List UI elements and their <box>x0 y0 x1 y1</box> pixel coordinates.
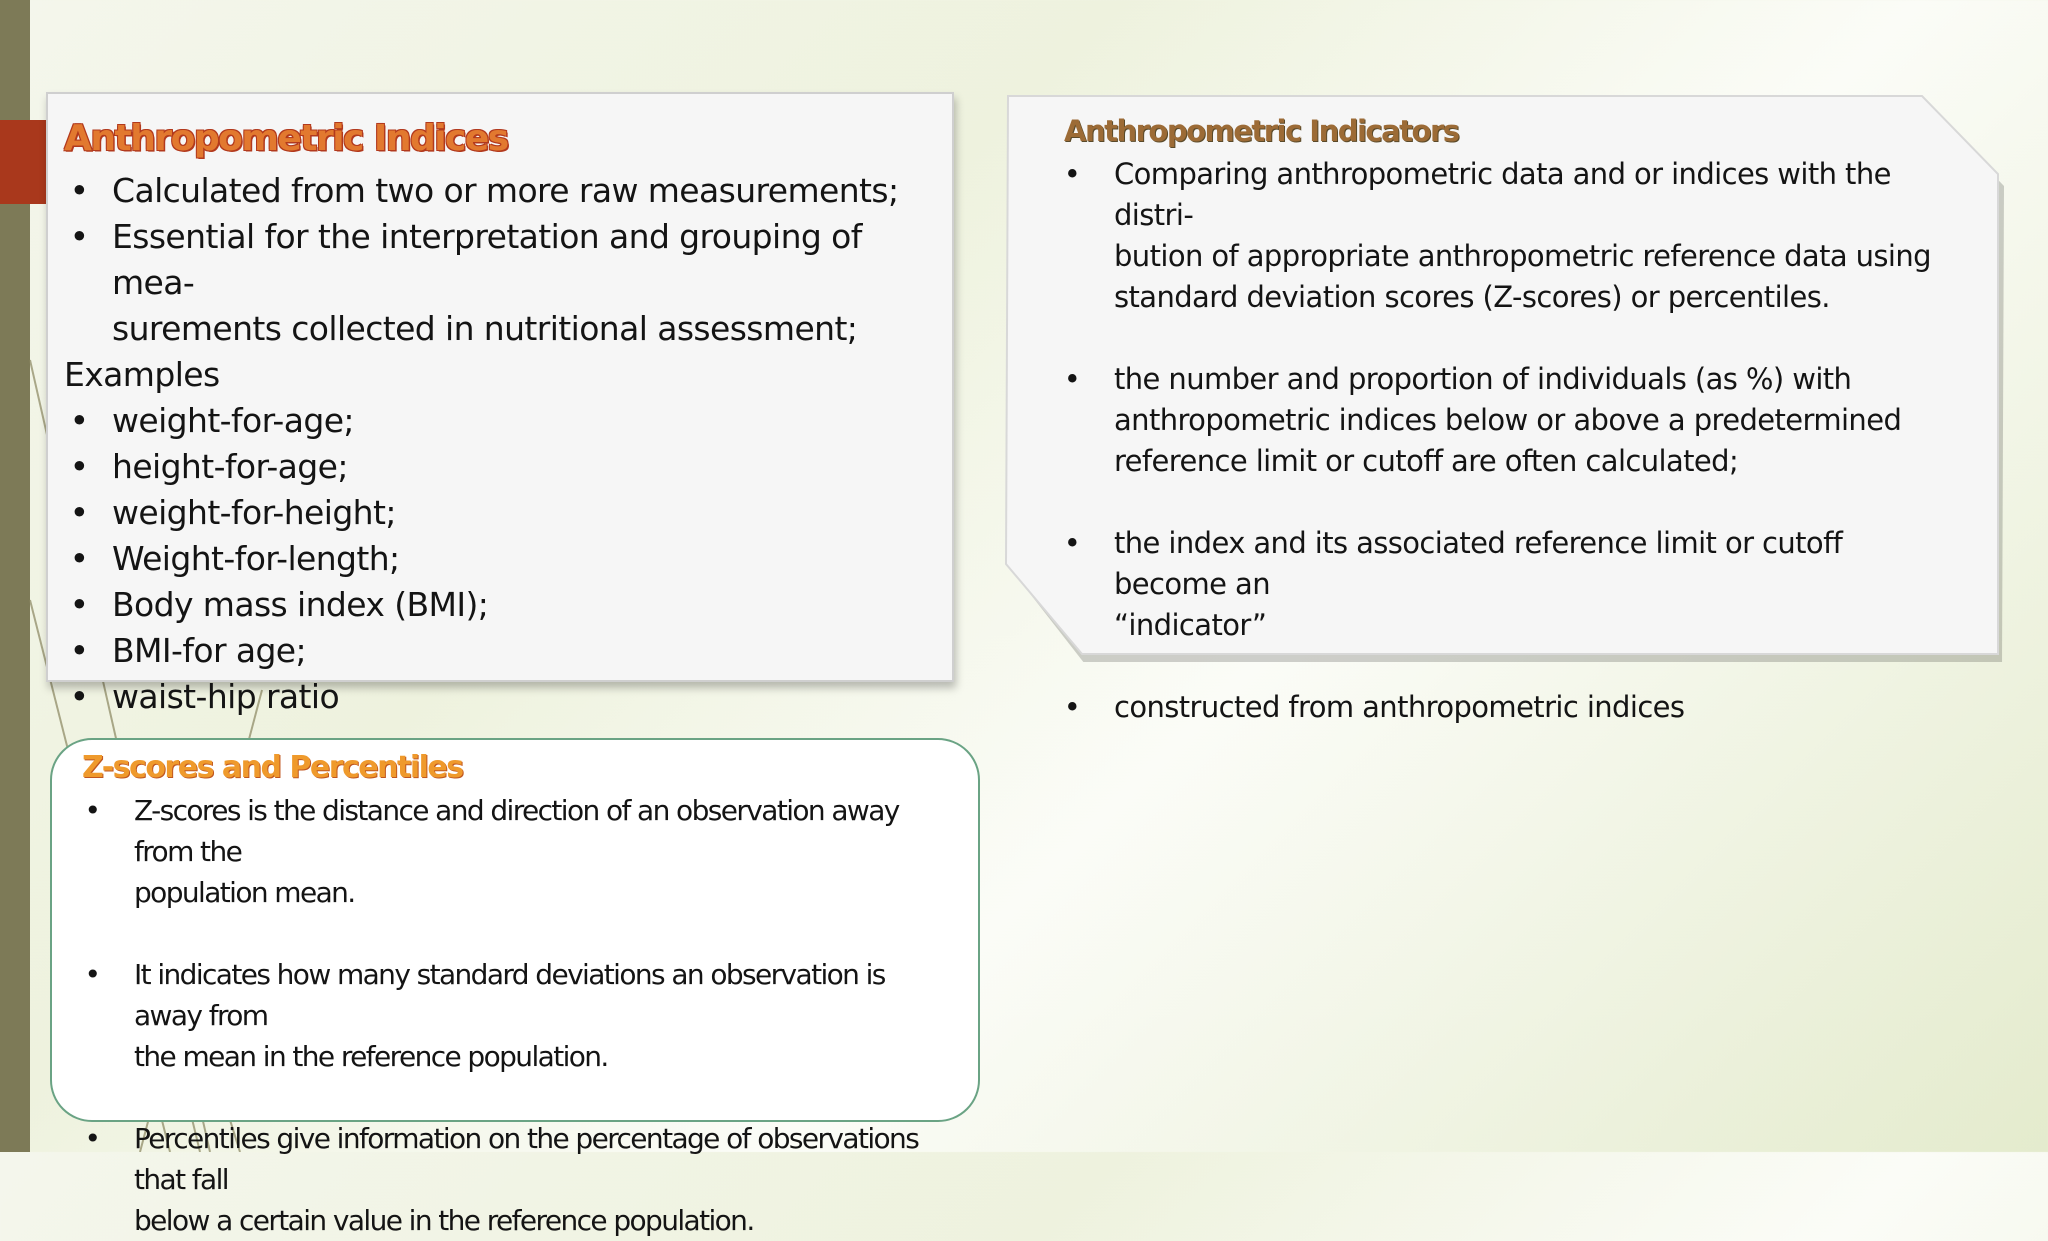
list-item-text: standard deviation scores (Z-scores) or percentiles. <box>1114 280 1830 314</box>
list-item-text: BMI-for age; <box>112 631 307 670</box>
bullet: • <box>69 631 89 670</box>
list-item <box>64 214 932 352</box>
list-item-text: It indicates how many standard deviations an observation is away from <box>134 958 885 1032</box>
list-item-text: reference limit or cutoff are often calculated; <box>1114 444 1739 478</box>
list-item-text: “indicator” <box>1114 608 1267 642</box>
list-item <box>64 168 932 214</box>
list-item-text: waist-hip ratio <box>112 677 340 716</box>
bullet: • <box>84 1122 100 1155</box>
list-item-text: Weight-for-length; <box>112 539 400 578</box>
bullet: • <box>84 958 100 991</box>
anthropometric-indicators-panel <box>1002 92 2006 724</box>
list-item-text: weight-for-height; <box>112 493 396 532</box>
list-item <box>64 536 932 582</box>
bullet: • <box>69 401 89 440</box>
bullet: • <box>1063 526 1081 560</box>
list-item-text: constructed from anthropometric indices <box>1114 690 1685 724</box>
list-item <box>64 398 932 444</box>
list-item-text: below a certain value in the reference population. <box>134 1204 754 1237</box>
list-item-text: bution of appropriate anthropometric reference data using <box>1114 239 1931 273</box>
list-item-text: surements collected in nutritional assessment; <box>112 309 858 348</box>
anthropometric-indices-panel <box>46 92 954 716</box>
list-item-text: height-for-age; <box>112 447 348 486</box>
list-item-text: anthropometric indices below or above a predetermined <box>1114 403 1902 437</box>
bullet: • <box>1063 362 1081 396</box>
list-item <box>82 954 958 1077</box>
list-item <box>64 674 932 720</box>
list-item <box>64 582 932 628</box>
bullet: • <box>1063 157 1081 191</box>
list-item-text: Comparing anthropometric data and or indices with the distri- <box>1114 157 1891 232</box>
list-item-text: Calculated from two or more raw measurements; <box>112 171 899 210</box>
bullet: • <box>84 794 100 827</box>
bullet: • <box>69 585 89 624</box>
list-item-text: Body mass index (BMI); <box>112 585 489 624</box>
list-item <box>64 444 932 490</box>
list-item-text: the index and its associated reference limit or cutoff become an <box>1114 526 1843 601</box>
examples-label: Examples <box>64 355 220 394</box>
indicators-title: Anthropometric Indicators <box>1064 114 1459 148</box>
indices-content <box>64 168 932 720</box>
indicators-content <box>1062 154 1956 728</box>
list-item <box>64 490 932 536</box>
bullet: • <box>69 447 89 486</box>
bullet: • <box>69 171 89 210</box>
bullet: • <box>69 493 89 532</box>
list-item-text: Essential for the interpretation and grouping of mea- <box>112 217 862 302</box>
list-item <box>64 628 932 674</box>
bullet: • <box>69 539 89 578</box>
list-item <box>1062 359 1956 482</box>
zscores-percentiles-panel <box>50 738 980 1237</box>
red-accent-tab <box>0 120 46 204</box>
list-item <box>82 1118 958 1241</box>
zscores-title: Z-scores and Percentiles <box>82 750 463 785</box>
list-item-text: Percentiles give information on the percentage of observations that fall <box>134 1122 919 1196</box>
list-item-text: Z-scores is the distance and direction of an observation away from the <box>134 794 899 868</box>
list-item-text: the number and proportion of individuals (as %) with <box>1114 362 1852 396</box>
list-item-text: population mean. <box>134 876 355 909</box>
bullet: • <box>69 217 89 256</box>
zscores-content <box>82 790 958 1241</box>
list-item <box>1062 687 1956 728</box>
list-item <box>1062 523 1956 646</box>
bullet: • <box>1063 690 1081 724</box>
list-item-text: the mean in the reference population. <box>134 1040 608 1073</box>
list-item-text: weight-for-age; <box>112 401 354 440</box>
list-item <box>1062 154 1956 318</box>
bullet: • <box>69 677 89 716</box>
list-item <box>82 790 958 913</box>
indices-title: Anthropometric Indices <box>64 118 508 159</box>
